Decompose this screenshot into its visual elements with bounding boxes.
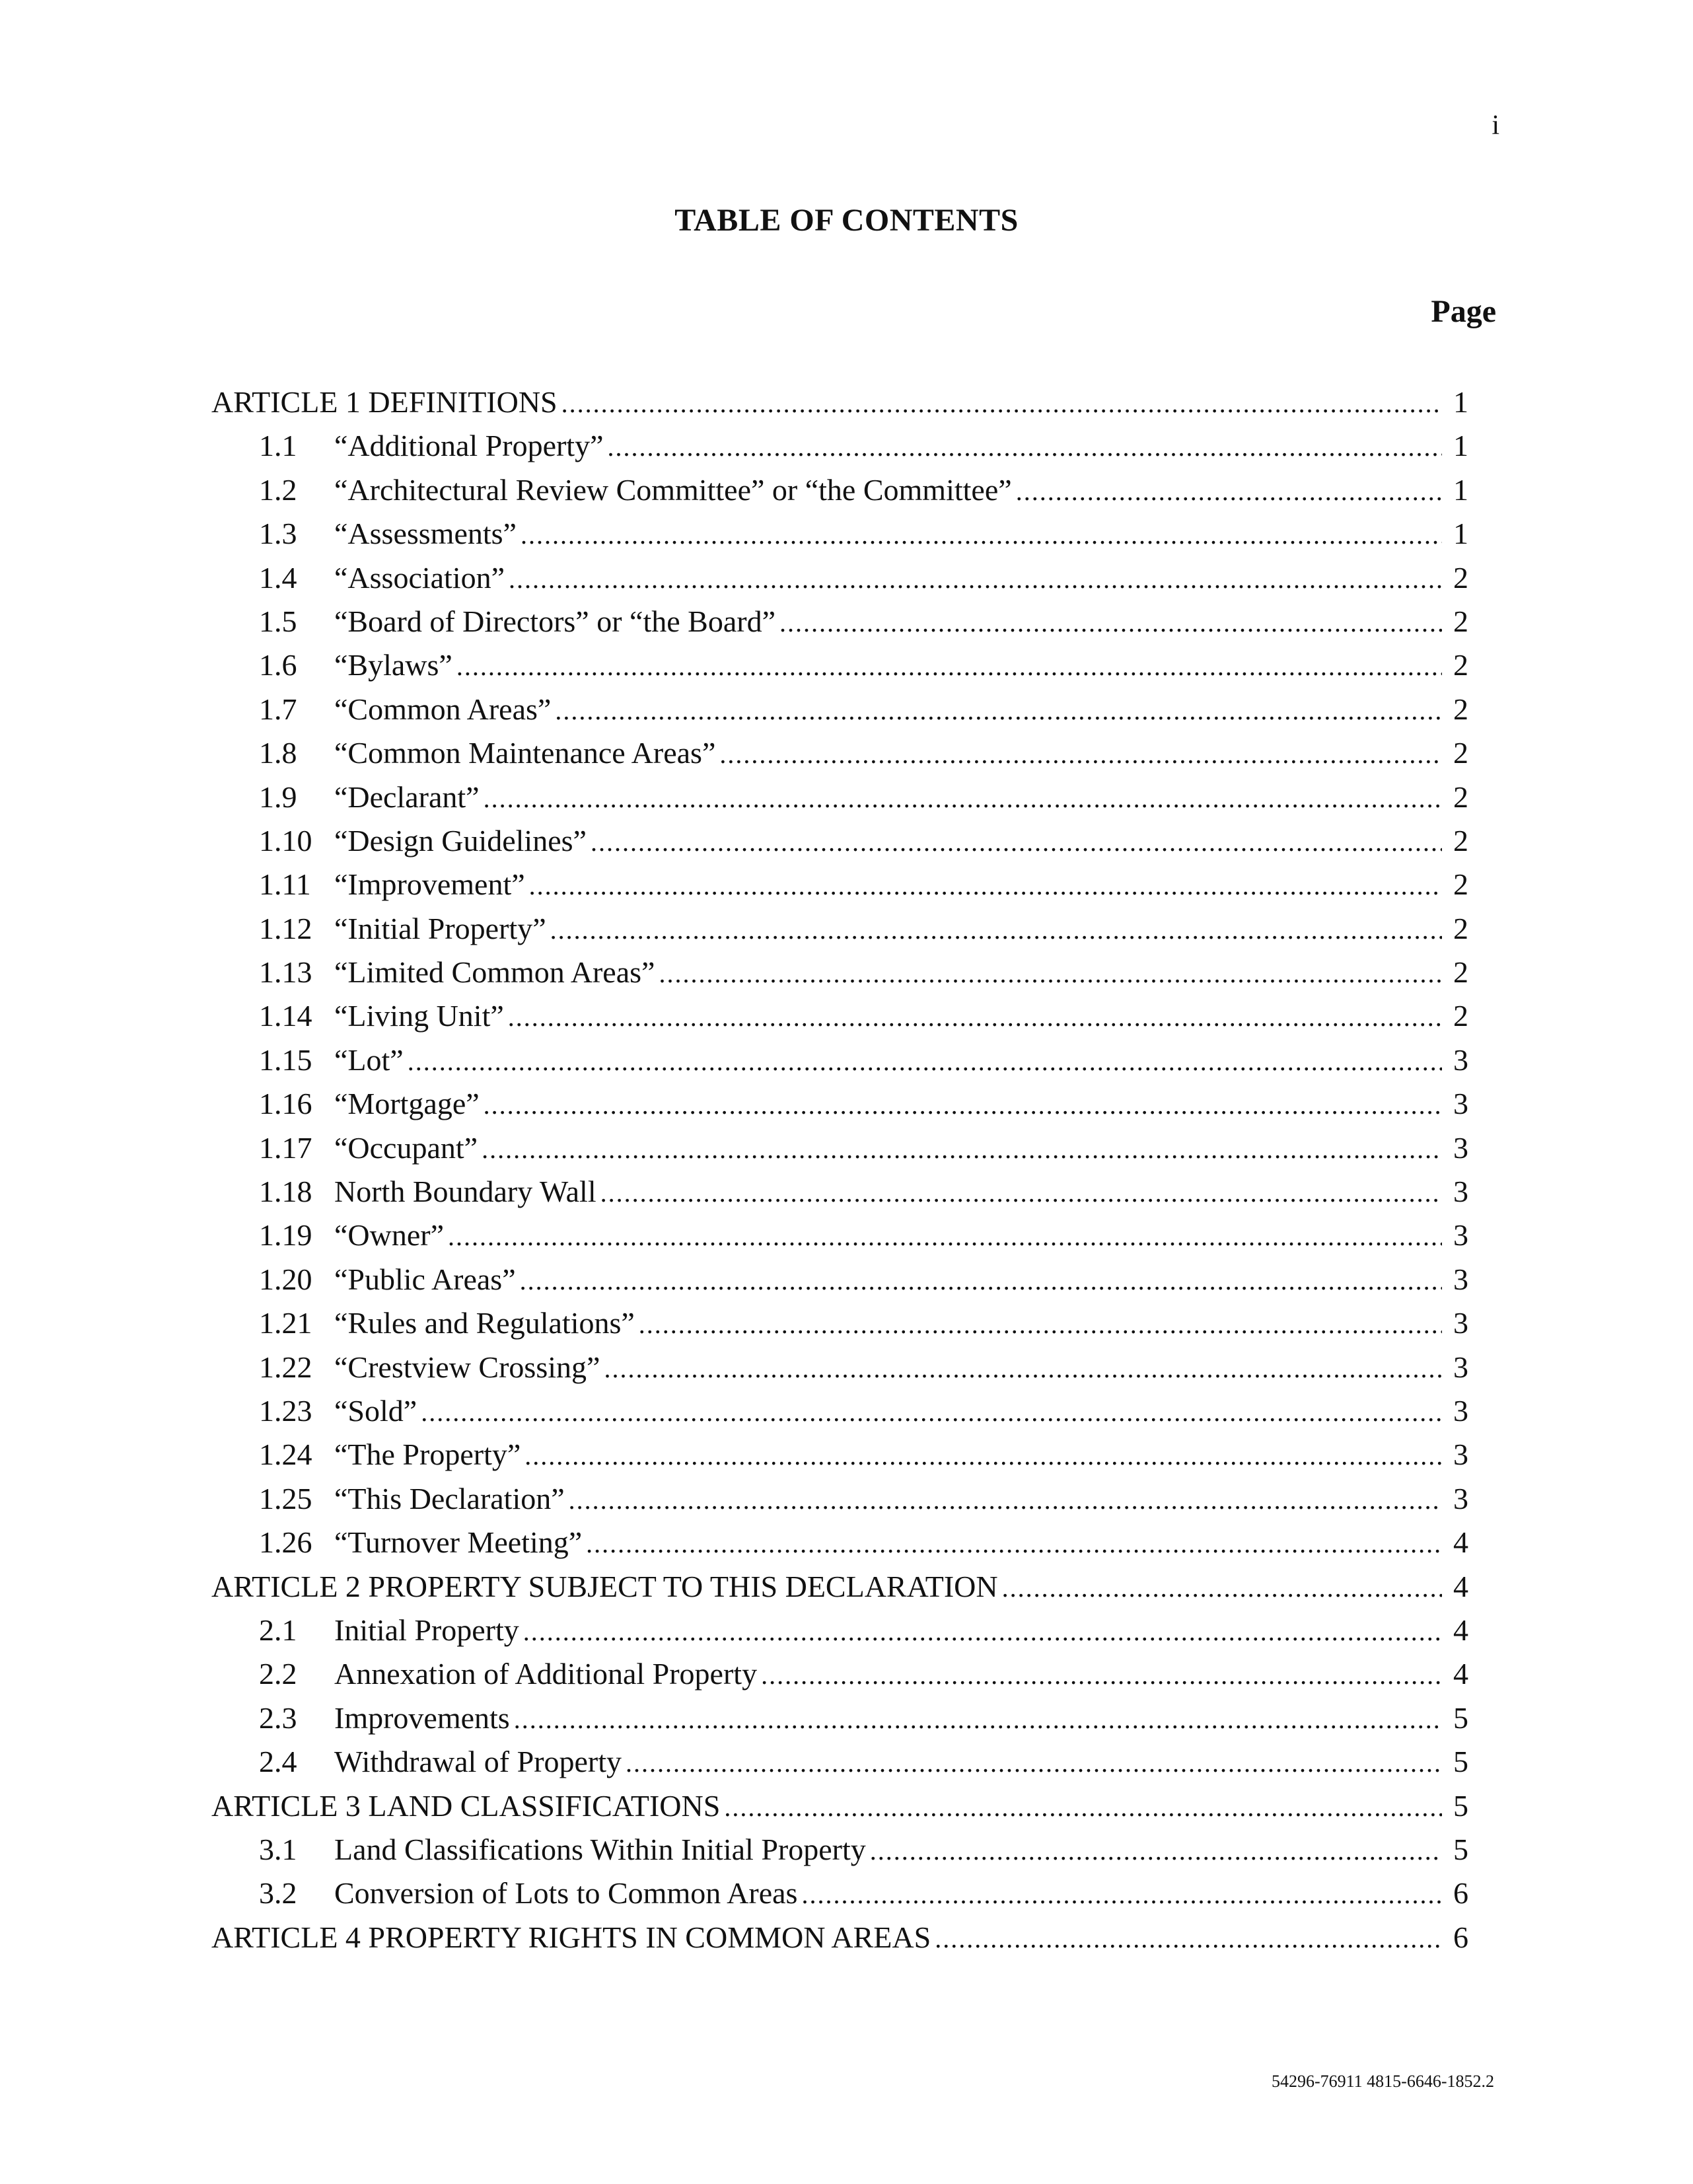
toc-section-entry[interactable] <box>0 1170 1693 1214</box>
dot-leader <box>935 1917 1442 1961</box>
toc-entry-page: 2 <box>1453 780 1468 814</box>
toc-entry-page: 4 <box>1453 1657 1468 1691</box>
page-number: i <box>1492 110 1499 141</box>
toc-entry-title: “Board of Directors” or “the Board” <box>334 604 775 638</box>
toc-entry-number: 1.9 <box>259 780 297 814</box>
toc-entry-number: 1.23 <box>259 1393 312 1428</box>
dot-leader <box>1016 470 1442 513</box>
toc-section-entry[interactable] <box>0 1258 1693 1301</box>
toc-section-entry[interactable] <box>0 556 1693 600</box>
dot-leader <box>523 1610 1442 1654</box>
toc-section-entry[interactable] <box>0 1872 1693 1915</box>
toc-entry-title: “Bylaws” <box>334 648 452 682</box>
toc-entry-title: “Additional Property” <box>334 429 604 463</box>
dot-leader <box>626 1741 1442 1785</box>
toc-article-entry[interactable] <box>0 1565 1693 1609</box>
toc-entry-title: North Boundary Wall <box>334 1175 596 1209</box>
toc-section-entry[interactable] <box>0 731 1693 775</box>
toc-entry-number: 1.11 <box>259 867 311 902</box>
toc-entry-title: Improvements <box>334 1700 510 1735</box>
page-column-heading: Page <box>1431 294 1496 329</box>
toc-entry-title: “Turnover Meeting” <box>334 1525 583 1560</box>
toc-section-entry[interactable] <box>0 512 1693 556</box>
toc-entry-page: 3 <box>1453 1438 1468 1472</box>
toc-entry-title: Annexation of Additional Property <box>334 1657 758 1691</box>
toc-entry-title: “Improvement” <box>334 867 525 902</box>
toc-section-entry[interactable] <box>0 819 1693 863</box>
toc-section-entry[interactable] <box>0 951 1693 994</box>
toc-entry-page: 3 <box>1453 1393 1468 1428</box>
toc-entry-page: 3 <box>1453 1218 1468 1253</box>
toc-section-entry[interactable] <box>0 1389 1693 1433</box>
toc-entry-number: 1.20 <box>259 1262 312 1296</box>
toc-entry-page: 3 <box>1453 1087 1468 1121</box>
toc-entry-title: ARTICLE 1 DEFINITIONS <box>211 385 558 419</box>
toc-section-entry[interactable] <box>0 863 1693 906</box>
toc-section-entry[interactable] <box>0 468 1693 512</box>
dot-leader <box>448 1215 1442 1258</box>
toc-entry-title: “Association” <box>334 560 505 595</box>
toc-entry-title: Withdrawal of Property <box>334 1745 622 1779</box>
toc-entry-number: 1.19 <box>259 1218 312 1253</box>
toc-section-entry[interactable] <box>0 1828 1693 1872</box>
toc-entry-title: “Sold” <box>334 1393 417 1428</box>
toc-entry-title: “Public Areas” <box>334 1262 516 1296</box>
toc-entry-title: ARTICLE 2 PROPERTY SUBJECT TO THIS DECLARATION <box>211 1569 998 1603</box>
toc-entry-title: “Common Maintenance Areas” <box>334 736 716 770</box>
toc-entry-title: “Living Unit” <box>334 999 504 1033</box>
toc-entry-title: “Design Guidelines” <box>334 823 587 857</box>
toc-entry-number: 1.26 <box>259 1525 312 1560</box>
toc-entry-number: 1.14 <box>259 999 312 1033</box>
toc-section-entry[interactable] <box>0 1521 1693 1564</box>
toc-section-entry[interactable] <box>0 1346 1693 1389</box>
dot-leader <box>561 382 1442 425</box>
dot-leader <box>724 1786 1442 1829</box>
dot-leader <box>761 1654 1442 1697</box>
toc-entry-number: 1.1 <box>259 429 297 463</box>
dot-leader <box>591 820 1442 864</box>
toc-entry-title: Land Classifications Within Initial Property <box>334 1832 866 1866</box>
toc-entry-page: 3 <box>1453 1262 1468 1296</box>
toc-entry-number: 1.15 <box>259 1042 312 1077</box>
dot-leader <box>520 1259 1442 1303</box>
toc-entry-number: 1.4 <box>259 560 297 595</box>
dot-leader <box>484 1083 1442 1127</box>
toc-entry-number: 1.8 <box>259 736 297 770</box>
toc-entry-page: 2 <box>1453 823 1468 857</box>
toc-entry-number: 1.16 <box>259 1087 312 1121</box>
toc-entry-title: “Rules and Regulations” <box>334 1306 635 1340</box>
dot-leader <box>509 558 1442 601</box>
toc-section-entry[interactable] <box>0 1301 1693 1345</box>
toc-article-entry[interactable] <box>0 381 1693 424</box>
dot-leader <box>586 1522 1442 1566</box>
toc-entry-number: 1.25 <box>259 1481 312 1515</box>
toc-entry-number: 1.22 <box>259 1350 312 1384</box>
toc-entry-page: 3 <box>1453 1130 1468 1165</box>
toc-entry-title: Initial Property <box>334 1613 519 1647</box>
toc-entry-page: 3 <box>1453 1350 1468 1384</box>
toc-article-entry[interactable] <box>0 1916 1693 1959</box>
toc-section-entry[interactable] <box>0 643 1693 687</box>
toc-entry-page: 5 <box>1453 1788 1468 1823</box>
dot-leader <box>569 1478 1442 1522</box>
toc-section-entry[interactable] <box>0 994 1693 1038</box>
toc-entry-number: 2.4 <box>259 1745 297 1779</box>
toc-entry-page: 5 <box>1453 1745 1468 1779</box>
toc-entry-page: 2 <box>1453 955 1468 990</box>
dot-leader <box>529 864 1442 908</box>
toc-section-entry[interactable] <box>0 688 1693 731</box>
toc-entry-title: “Initial Property” <box>334 911 546 945</box>
toc-entry-number: 1.18 <box>259 1175 312 1209</box>
dot-leader <box>555 689 1442 733</box>
toc-entry-page: 2 <box>1453 867 1468 902</box>
toc-entry-number: 1.10 <box>259 823 312 857</box>
dot-leader <box>508 996 1442 1039</box>
dot-leader <box>608 425 1442 469</box>
toc-section-entry[interactable] <box>0 1214 1693 1257</box>
toc-entry-title: “Declarant” <box>334 780 480 814</box>
toc-entry-page: 3 <box>1453 1481 1468 1515</box>
toc-entry-title: “This Declaration” <box>334 1481 565 1515</box>
toc-entry-number: 1.7 <box>259 692 297 726</box>
toc-entry-page: 1 <box>1453 385 1468 419</box>
toc-section-entry[interactable] <box>0 1477 1693 1521</box>
table-of-contents-list <box>0 381 1693 1959</box>
toc-entry-page: 1 <box>1453 429 1468 463</box>
toc-entry-title: ARTICLE 3 LAND CLASSIFICATIONS <box>211 1788 721 1823</box>
toc-entry-number: 1.13 <box>259 955 312 990</box>
toc-entry-title: “Lot” <box>334 1042 404 1077</box>
toc-entry-title: “Common Areas” <box>334 692 552 726</box>
dot-leader <box>801 1873 1442 1916</box>
toc-entry-page: 2 <box>1453 692 1468 726</box>
toc-entry-number: 2.3 <box>259 1700 297 1735</box>
toc-section-entry[interactable] <box>0 1609 1693 1652</box>
toc-entry-number: 3.1 <box>259 1832 297 1866</box>
dot-leader <box>484 777 1442 820</box>
page-title: TABLE OF CONTENTS <box>674 203 1019 238</box>
toc-entry-title: “Limited Common Areas” <box>334 955 655 990</box>
dot-leader <box>659 952 1442 996</box>
dot-leader <box>421 1391 1442 1434</box>
toc-entry-number: 1.5 <box>259 604 297 638</box>
toc-entry-title: “Owner” <box>334 1218 445 1253</box>
dot-leader <box>408 1040 1442 1083</box>
toc-entry-title: “Mortgage” <box>334 1087 480 1121</box>
dot-leader <box>482 1128 1442 1171</box>
toc-entry-title: “Assessments” <box>334 517 517 551</box>
toc-entry-title: ARTICLE 4 PROPERTY RIGHTS IN COMMON AREAS <box>211 1920 931 1954</box>
toc-entry-page: 2 <box>1453 999 1468 1033</box>
toc-entry-title: “Crestview Crossing” <box>334 1350 600 1384</box>
dot-leader <box>600 1171 1442 1215</box>
toc-entry-page: 2 <box>1453 736 1468 770</box>
toc-article-entry[interactable] <box>0 1784 1693 1828</box>
toc-entry-page: 3 <box>1453 1042 1468 1077</box>
toc-section-entry[interactable] <box>0 1433 1693 1476</box>
toc-entry-number: 1.3 <box>259 517 297 551</box>
toc-entry-number: 1.24 <box>259 1438 312 1472</box>
toc-entry-title: “The Property” <box>334 1438 521 1472</box>
dot-leader <box>1002 1566 1442 1610</box>
toc-entry-number: 1.12 <box>259 911 312 945</box>
toc-entry-page: 1 <box>1453 472 1468 507</box>
toc-section-entry[interactable] <box>0 1126 1693 1170</box>
toc-section-entry[interactable] <box>0 1038 1693 1082</box>
toc-entry-title: “Architectural Review Committee” or “the Committee” <box>334 472 1012 507</box>
toc-entry-page: 6 <box>1453 1876 1468 1911</box>
toc-entry-number: 3.2 <box>259 1876 297 1911</box>
toc-entry-page: 2 <box>1453 604 1468 638</box>
toc-section-entry[interactable] <box>0 1082 1693 1126</box>
dot-leader <box>870 1829 1442 1873</box>
toc-entry-number: 1.17 <box>259 1130 312 1165</box>
document-id: 54296-76911 4815-6646-1852.2 <box>1271 2072 1494 2091</box>
dot-leader <box>550 908 1442 952</box>
dot-leader <box>456 645 1442 688</box>
toc-entry-page: 4 <box>1453 1613 1468 1647</box>
toc-entry-page: 1 <box>1453 517 1468 551</box>
toc-entry-page: 4 <box>1453 1569 1468 1603</box>
toc-entry-page: 3 <box>1453 1306 1468 1340</box>
toc-entry-page: 5 <box>1453 1700 1468 1735</box>
toc-entry-page: 2 <box>1453 560 1468 595</box>
toc-entry-title: “Occupant” <box>334 1130 478 1165</box>
dot-leader <box>604 1347 1442 1391</box>
toc-entry-page: 3 <box>1453 1175 1468 1209</box>
toc-section-entry[interactable] <box>0 1652 1693 1696</box>
toc-section-entry[interactable] <box>0 907 1693 951</box>
toc-section-entry[interactable] <box>0 776 1693 819</box>
dot-leader <box>719 733 1442 776</box>
toc-entry-number: 1.2 <box>259 472 297 507</box>
toc-entry-title: Conversion of Lots to Common Areas <box>334 1876 798 1911</box>
dot-leader <box>524 1434 1442 1478</box>
toc-entry-number: 1.21 <box>259 1306 312 1340</box>
toc-entry-page: 5 <box>1453 1832 1468 1866</box>
dot-leader <box>779 601 1442 645</box>
dot-leader <box>639 1303 1442 1346</box>
toc-entry-number: 2.1 <box>259 1613 297 1647</box>
toc-entry-page: 6 <box>1453 1920 1468 1954</box>
toc-section-entry[interactable] <box>0 1740 1693 1784</box>
toc-entry-number: 2.2 <box>259 1657 297 1691</box>
toc-entry-page: 2 <box>1453 911 1468 945</box>
dot-leader <box>514 1698 1442 1741</box>
toc-section-entry[interactable] <box>0 424 1693 468</box>
toc-entry-page: 4 <box>1453 1525 1468 1560</box>
toc-entry-number: 1.6 <box>259 648 297 682</box>
dot-leader <box>521 513 1442 557</box>
toc-section-entry[interactable] <box>0 1696 1693 1740</box>
toc-section-entry[interactable] <box>0 600 1693 643</box>
toc-entry-page: 2 <box>1453 648 1468 682</box>
